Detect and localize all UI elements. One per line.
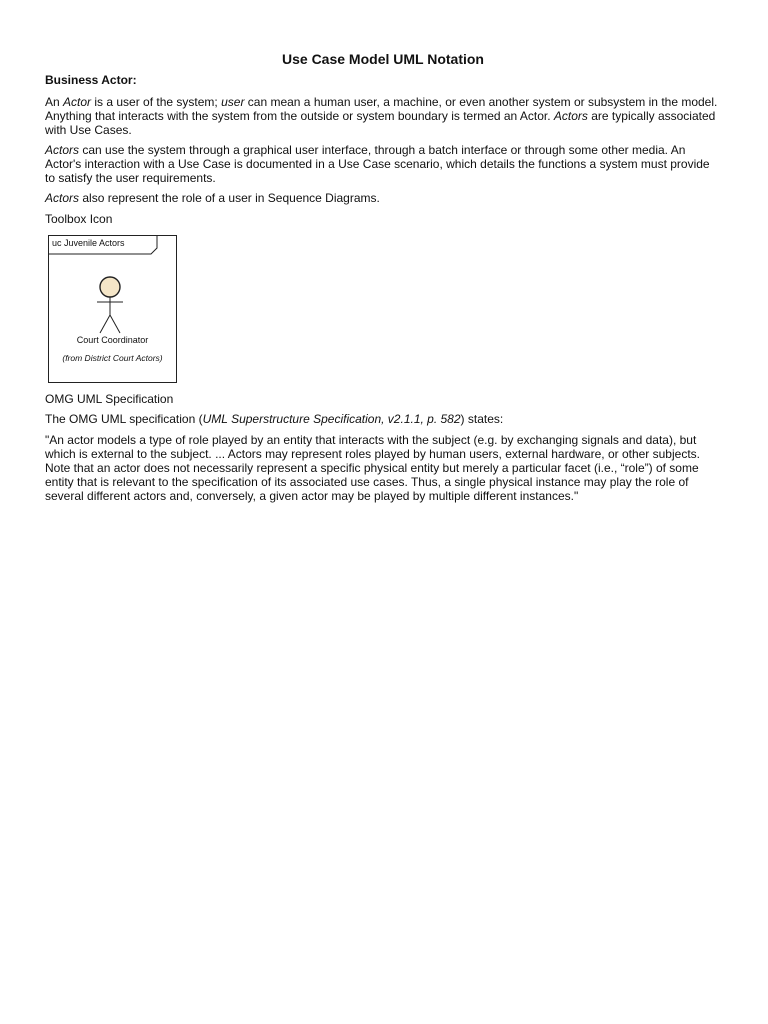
italic-citation: UML Superstructure Specification, v2.1.1, p. 582 bbox=[202, 412, 461, 426]
text-run: can use the system through a graphical user interface, through a batch interface or through some other media. An Actor's interaction with a Use Case is documented in a Use Case scenario, which details the functions a system must provide to satisfy the user requirements. bbox=[45, 143, 710, 185]
text-run: ) states: bbox=[460, 412, 504, 426]
actor-right-leg bbox=[110, 315, 120, 333]
diagram-frame-label: uc Juvenile Actors bbox=[52, 238, 125, 248]
text-run: The OMG UML specification ( bbox=[45, 412, 203, 426]
paragraph-actor-interaction bbox=[45, 143, 721, 185]
omg-spec-heading: OMG UML Specification bbox=[45, 392, 174, 406]
actor-name-label: Court Coordinator bbox=[76, 335, 149, 345]
paragraph-actor-sequence bbox=[45, 191, 721, 205]
italic-term: Actors bbox=[45, 191, 80, 205]
text-run: is a user of the system; bbox=[91, 95, 222, 109]
text-run: can mean a human user, a machine, or even another system or subsystem in the model. Anything that interacts with the system from the outside or system boundary is termed an Actor. bbox=[45, 95, 718, 123]
actor-head-icon bbox=[100, 277, 120, 297]
italic-term: Actors bbox=[553, 109, 588, 123]
uml-actor-diagram bbox=[48, 235, 177, 383]
text-run: are typically associated with Use Cases. bbox=[45, 109, 716, 137]
paragraph-omg-spec bbox=[45, 412, 721, 426]
paragraph-actor-definition bbox=[45, 95, 721, 137]
page-title: Use Case Model UML Notation bbox=[282, 51, 484, 67]
paragraph-omg-quote: "An actor models a type of role played by an entity that interacts with the subject (e.g. by exchanging signals and data), but which is external to the subject. ... Actors may represent roles played by human users, external hardware, or other subjects. Note that an actor does not necessarily represent a specific physical entity but merely a particular facet (i.e., “role”) of some entity that is relevant to the specification of its associated use cases. Thus, a single physical instance may play the role of several different actors and, conversely, a given actor may be played by multiple different instances." bbox=[45, 433, 700, 503]
section-heading-business-actor: Business Actor: bbox=[45, 73, 137, 87]
actor-left-leg bbox=[100, 315, 110, 333]
text-run: An bbox=[45, 95, 64, 109]
toolbox-icon-label: Toolbox Icon bbox=[45, 212, 113, 226]
italic-term: user bbox=[221, 95, 245, 109]
italic-term: Actor bbox=[63, 95, 92, 109]
text-run: also represent the role of a user in Sequence Diagrams. bbox=[79, 191, 380, 205]
italic-term: Actors bbox=[45, 143, 80, 157]
actor-package-label: (from District Court Actors) bbox=[62, 353, 163, 363]
